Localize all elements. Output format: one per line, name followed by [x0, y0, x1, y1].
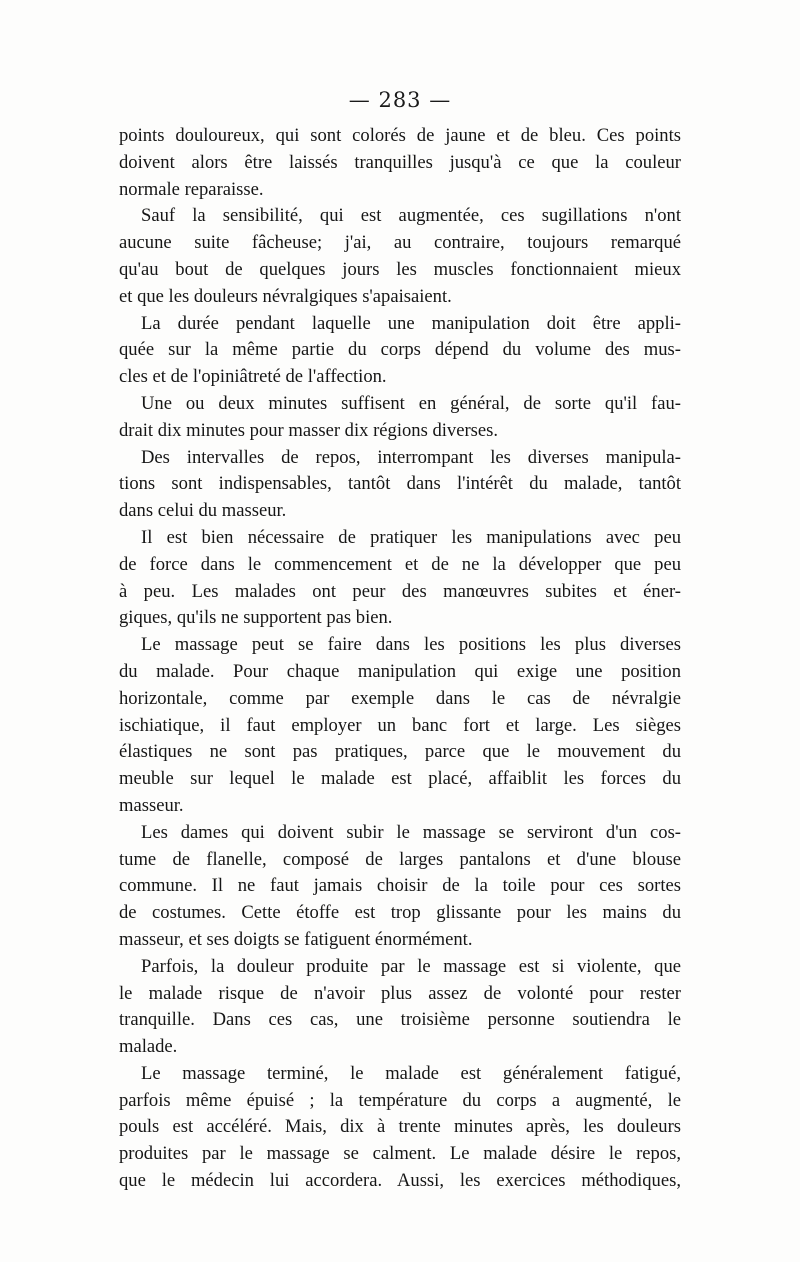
paragraph	[119, 632, 681, 820]
text-line: parfois même épuisé ; la température du corps a augmenté, le	[119, 1089, 681, 1111]
text-line: ischiatique, il faut employer un banc fort et large. Les sièges	[119, 714, 681, 736]
text-line: aucune suite fâcheuse; j'ai, au contraire, toujours remarqué	[119, 232, 681, 254]
text-line: et que les douleurs névralgiques s'apaisaient.	[119, 285, 452, 307]
text-line: tranquille. Dans ces cas, une troisième personne soutiendra le	[119, 1009, 681, 1031]
text-line: Le massage peut se faire dans les positions les plus diverses	[141, 634, 681, 656]
text-line: drait dix minutes pour masser dix régions diverses.	[119, 419, 499, 441]
text-line: Sauf la sensibilité, qui est augmentée, ces sugillations n'ont	[141, 205, 681, 227]
text-line: tume de flanelle, composé de larges pantalons et d'une blouse	[119, 848, 681, 870]
text-line: quée sur la même partie du corps dépend du volume des mus-	[119, 339, 681, 361]
text-line: qu'au bout de quelques jours les muscles fonctionnaient mieux	[119, 258, 681, 280]
text-line: de force dans le commencement et de ne la développer que peu	[119, 553, 681, 575]
text-line: masseur, et ses doigts se fatiguent énormément.	[119, 928, 473, 950]
text-line: de costumes. Cette étoffe est trop glissante pour les mains du	[119, 902, 681, 924]
text-line: commune. Il ne faut jamais choisir de la toile pour ces sortes	[119, 875, 681, 897]
text-line: horizontale, comme par exemple dans le cas de névralgie	[119, 687, 681, 709]
text-line: le malade risque de n'avoir plus assez de volonté pour rester	[119, 982, 681, 1004]
text-line: Une ou deux minutes suffisent en général, de sorte qu'il fau-	[141, 392, 681, 414]
text-line: Le massage terminé, le malade est généralement fatigué,	[141, 1062, 681, 1084]
text-line: pouls est accéléré. Mais, dix à trente minutes après, les douleurs	[119, 1116, 681, 1138]
text-line: Parfois, la douleur produite par le massage est si violente, que	[141, 955, 681, 977]
paragraph	[119, 525, 681, 632]
paragraph	[119, 123, 681, 203]
paragraph	[119, 1061, 681, 1195]
text-line: élastiques ne sont pas pratiques, parce que le mouvement du	[119, 741, 681, 763]
text-line: que le médecin lui accordera. Aussi, les exercices méthodiques,	[119, 1170, 681, 1192]
paragraph	[119, 391, 681, 445]
text-line: masseur.	[119, 794, 184, 816]
text-line: dans celui du masseur.	[119, 500, 287, 522]
text-line: malade.	[119, 1036, 178, 1058]
text-line: à peu. Les malades ont peur des manœuvres subites et éner-	[119, 580, 681, 602]
paragraph	[119, 311, 681, 391]
text-line: meuble sur lequel le malade est placé, affaiblit les forces du	[119, 768, 681, 790]
text-line: tions sont indispensables, tantôt dans l'intérêt du malade, tantôt	[119, 473, 681, 495]
text-line: points douloureux, qui sont colorés de jaune et de bleu. Ces points	[119, 125, 681, 146]
paragraph	[119, 445, 681, 525]
text-line: doivent alors être laissés tranquilles jusqu'à ce que la couleur	[119, 151, 681, 173]
text-line: produites par le massage se calment. Le malade désire le repos,	[119, 1143, 681, 1165]
text-line: La durée pendant laquelle une manipulation doit être appli-	[141, 312, 681, 334]
text-line: giques, qu'ils ne supportent pas bien.	[119, 607, 393, 629]
paragraph	[119, 203, 681, 310]
page-number: — 283 —	[348, 88, 452, 112]
text-line: Il est bien nécessaire de pratiquer les manipulations avec peu	[141, 526, 681, 548]
paragraph	[119, 820, 681, 954]
text-line: du malade. Pour chaque manipulation qui exige une position	[119, 660, 681, 682]
text-line: normale reparaisse.	[119, 178, 264, 200]
text-line: cles et de l'opiniâtreté de l'affection.	[119, 366, 387, 388]
text-line: Des intervalles de repos, interrompant les diverses manipula-	[141, 446, 681, 468]
body-text	[119, 123, 681, 1195]
paragraph	[119, 954, 681, 1061]
text-line: Les dames qui doivent subir le massage se serviront d'un cos-	[141, 821, 681, 843]
